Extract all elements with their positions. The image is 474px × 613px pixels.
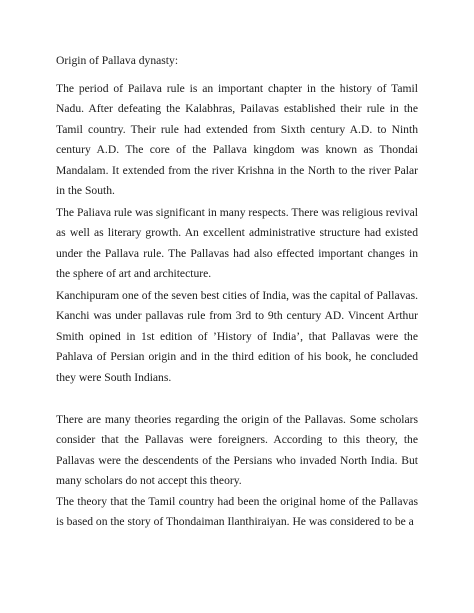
paragraph-pallava-rule: The period of Pailava rule is an important chapter in the history of Tamil Nadu. After defeating the Kalabhras, Pailavas established their rule in the Tamil country. Their rule had extended from Sixth century A.D. to Ninth century A.D. The core of the Pallava kingdom was known as Thondai Mandalam. It extended from the river Krishna in the North to the river Palar in the South. <box>56 82 418 198</box>
paragraph-significance: The Paliava rule was significant in many respects. There was religious revival as well as literary growth. An excellent administrative structure had existed under the Pallava rule. The Pallavas had also effected important changes in the sphere of art and architecture. <box>56 206 418 281</box>
document-heading: Origin of Pallava dynasty: <box>56 54 179 67</box>
paragraph-tamil-theory: The theory that the Tamil country had been the original home of the Pallavas is based on the story of Thondaiman Ilanthiraiyan. He was considered to be a <box>56 495 418 529</box>
paragraph-origin-theories: There are many theories regarding the origin of the Pallavas. Some scholars consider that the Pallavas were foreigners. According to this theory, the Pallavas were the descendents of the Persians who invaded North India. But many scholars do not accept this theory. <box>56 413 418 488</box>
paragraph-kanchipuram: Kanchipuram one of the seven best cities of India, was the capital of Pallavas. Kanchi was under pallavas rule from 3rd to 9th century AD. Vincent Arthur Smith opined in 1st edition of ’History of India’, that Pallavas were the Pahlava of Persian origin and in the third edition of his book, he concluded they were South Indians. <box>56 289 418 384</box>
